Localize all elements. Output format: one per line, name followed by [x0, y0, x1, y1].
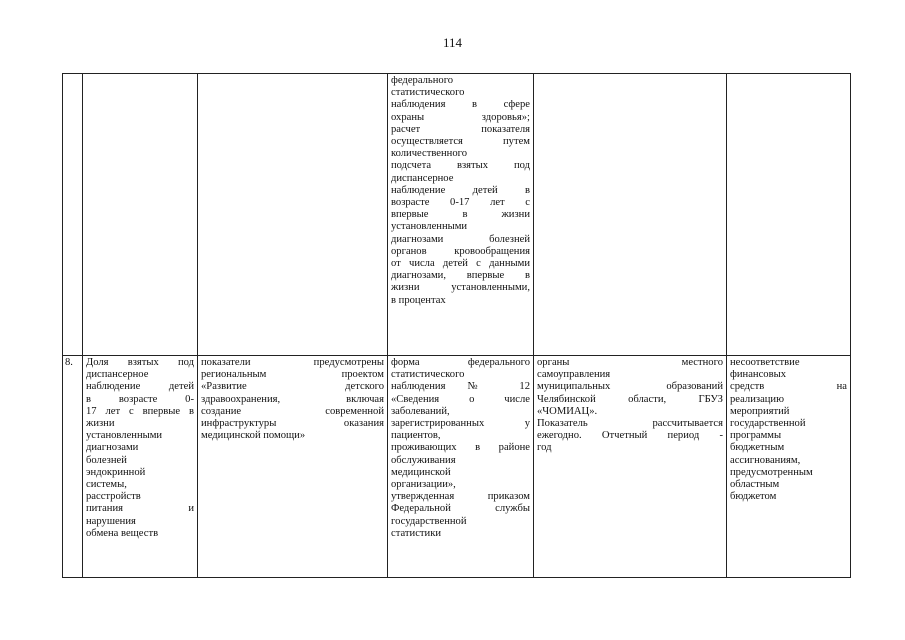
cell-text-line: установленными — [391, 221, 468, 233]
cell-text-line: средств на — [730, 381, 847, 393]
cell-text-line: статистики — [391, 527, 442, 539]
cell-text-line: наблюдения № 12 — [391, 381, 530, 393]
cell-text-line: федерального — [391, 75, 454, 86]
cell-text-line: наблюдение детей — [86, 381, 194, 393]
table-row — [63, 356, 851, 578]
cell-number — [63, 74, 83, 356]
cell-text-line: питания и — [86, 503, 194, 515]
page-number: 114 — [442, 35, 463, 50]
cell-text-line: расчет показателя — [391, 123, 530, 135]
cell-text-line: системы, — [86, 479, 127, 491]
cell-text-line: в процентах — [391, 294, 446, 306]
cell-measure — [198, 356, 388, 578]
table-row — [63, 74, 851, 356]
cell-measure — [198, 74, 388, 356]
cell-risks — [727, 356, 851, 578]
cell-risks — [727, 74, 851, 356]
cell-text-line: диспансерное — [86, 369, 149, 381]
cell-text-line: органов кровообращения — [391, 245, 530, 257]
cell-text-line: региональным проектом — [201, 369, 384, 381]
cell-text-line: расстройств — [86, 491, 141, 503]
cell-text-line: проживающих в районе — [391, 442, 530, 454]
cell-text-line: «Сведения о числе — [391, 393, 530, 405]
cell-text-line: пациентов, — [391, 430, 441, 442]
cell-text-line: наблюдения в сфере — [391, 99, 530, 111]
cell-text-line: диагнозами — [86, 442, 139, 454]
cell-text-line: ежегодно. Отчетный период - — [537, 430, 723, 442]
cell-text-line: несоответствие — [730, 357, 800, 368]
cell-text-line: ассигнованиям, — [730, 454, 801, 466]
cell-text-line: инфраструктуры оказания — [201, 418, 384, 430]
cell-text-line: организации», — [391, 479, 456, 491]
cell-text-line: Федеральной службы — [391, 503, 530, 515]
cell-responsible — [534, 356, 727, 578]
cell-text-line: самоуправления — [537, 369, 611, 381]
cell-indicator — [83, 356, 198, 578]
cell-text-line: показатели предусмотрены — [201, 357, 384, 368]
cell-text-line: Челябинской области, ГБУЗ — [537, 393, 723, 405]
cell-text-line: органы местного — [537, 357, 723, 368]
cell-text-line: эндокринной — [86, 466, 146, 478]
cell-text-line: количественного — [391, 148, 468, 160]
cell-text-line: осуществляется путем — [391, 136, 530, 148]
cell-text-line: бюджетным — [730, 442, 785, 454]
cell-text-line: от числа детей с данными — [391, 258, 530, 270]
cell-text-line: обмена веществ — [86, 527, 159, 539]
cell-text-line: муниципальных образований — [537, 381, 723, 393]
cell-number: 8. — [63, 356, 83, 578]
cell-text-line: утвержденная приказом — [391, 491, 530, 503]
cell-text-line: «ЧОМИАЦ». — [537, 405, 598, 417]
cell-text-line: предусмотренным — [730, 466, 813, 478]
cell-text-line: наблюдение детей в — [391, 184, 530, 196]
cell-text-line: Доля взятых под — [86, 357, 194, 368]
cell-text-line: государственной — [730, 418, 806, 430]
cell-responsible — [534, 74, 727, 356]
cell-text-line: впервые в жизни — [391, 209, 530, 221]
cell-text-line: государственной — [391, 515, 467, 527]
cell-text-line: подсчета взятых под — [391, 160, 530, 172]
cell-text-line: зарегистрированных у — [391, 418, 530, 430]
cell-method — [388, 356, 534, 578]
cell-text-line: жизни — [86, 418, 115, 430]
cell-text-line: «Развитие детского — [201, 381, 384, 393]
cell-text-line: реализацию — [730, 393, 785, 405]
cell-text-line: мероприятий — [730, 405, 790, 417]
cell-text-line: год — [537, 442, 552, 454]
cell-text-line: Показатель рассчитывается — [537, 418, 723, 430]
cell-text-line: финансовых — [730, 369, 786, 381]
cell-method — [388, 74, 534, 356]
cell-text-line: 17 лет с впервые в — [86, 405, 194, 417]
cell-text-line: диагнозами болезней — [391, 233, 530, 245]
cell-text-line: обслуживания — [391, 454, 456, 466]
cell-text-line: форма федерального — [391, 357, 530, 368]
cell-text-line: медицинской помощи» — [201, 430, 306, 442]
indicators-table — [62, 73, 851, 578]
cell-text-line: бюджетом — [730, 491, 777, 503]
cell-text-line: создание современной — [201, 405, 384, 417]
cell-text-line: болезней — [86, 454, 127, 466]
cell-text-line: областным — [730, 479, 780, 491]
cell-text-line: заболеваний, — [391, 405, 450, 417]
cell-text-line: диагнозами, впервые в — [391, 270, 530, 282]
cell-text-line: медицинской — [391, 466, 451, 478]
cell-text-line: статистического — [391, 369, 465, 381]
cell-text-line: диспансерное — [391, 172, 454, 184]
cell-indicator — [83, 74, 198, 356]
cell-text-line: в возрасте 0- — [86, 393, 194, 405]
cell-text-line: возрасте 0-17 лет с — [391, 197, 530, 209]
cell-text-line: программы — [730, 430, 782, 442]
cell-text-line: охраны здоровья»; — [391, 111, 530, 123]
cell-text-line: здравоохранения, включая — [201, 393, 384, 405]
cell-text-line: нарушения — [86, 515, 136, 527]
cell-text-line: установленными — [86, 430, 163, 442]
cell-text-line: жизни установленными, — [391, 282, 530, 294]
cell-text-line: статистического — [391, 87, 465, 99]
